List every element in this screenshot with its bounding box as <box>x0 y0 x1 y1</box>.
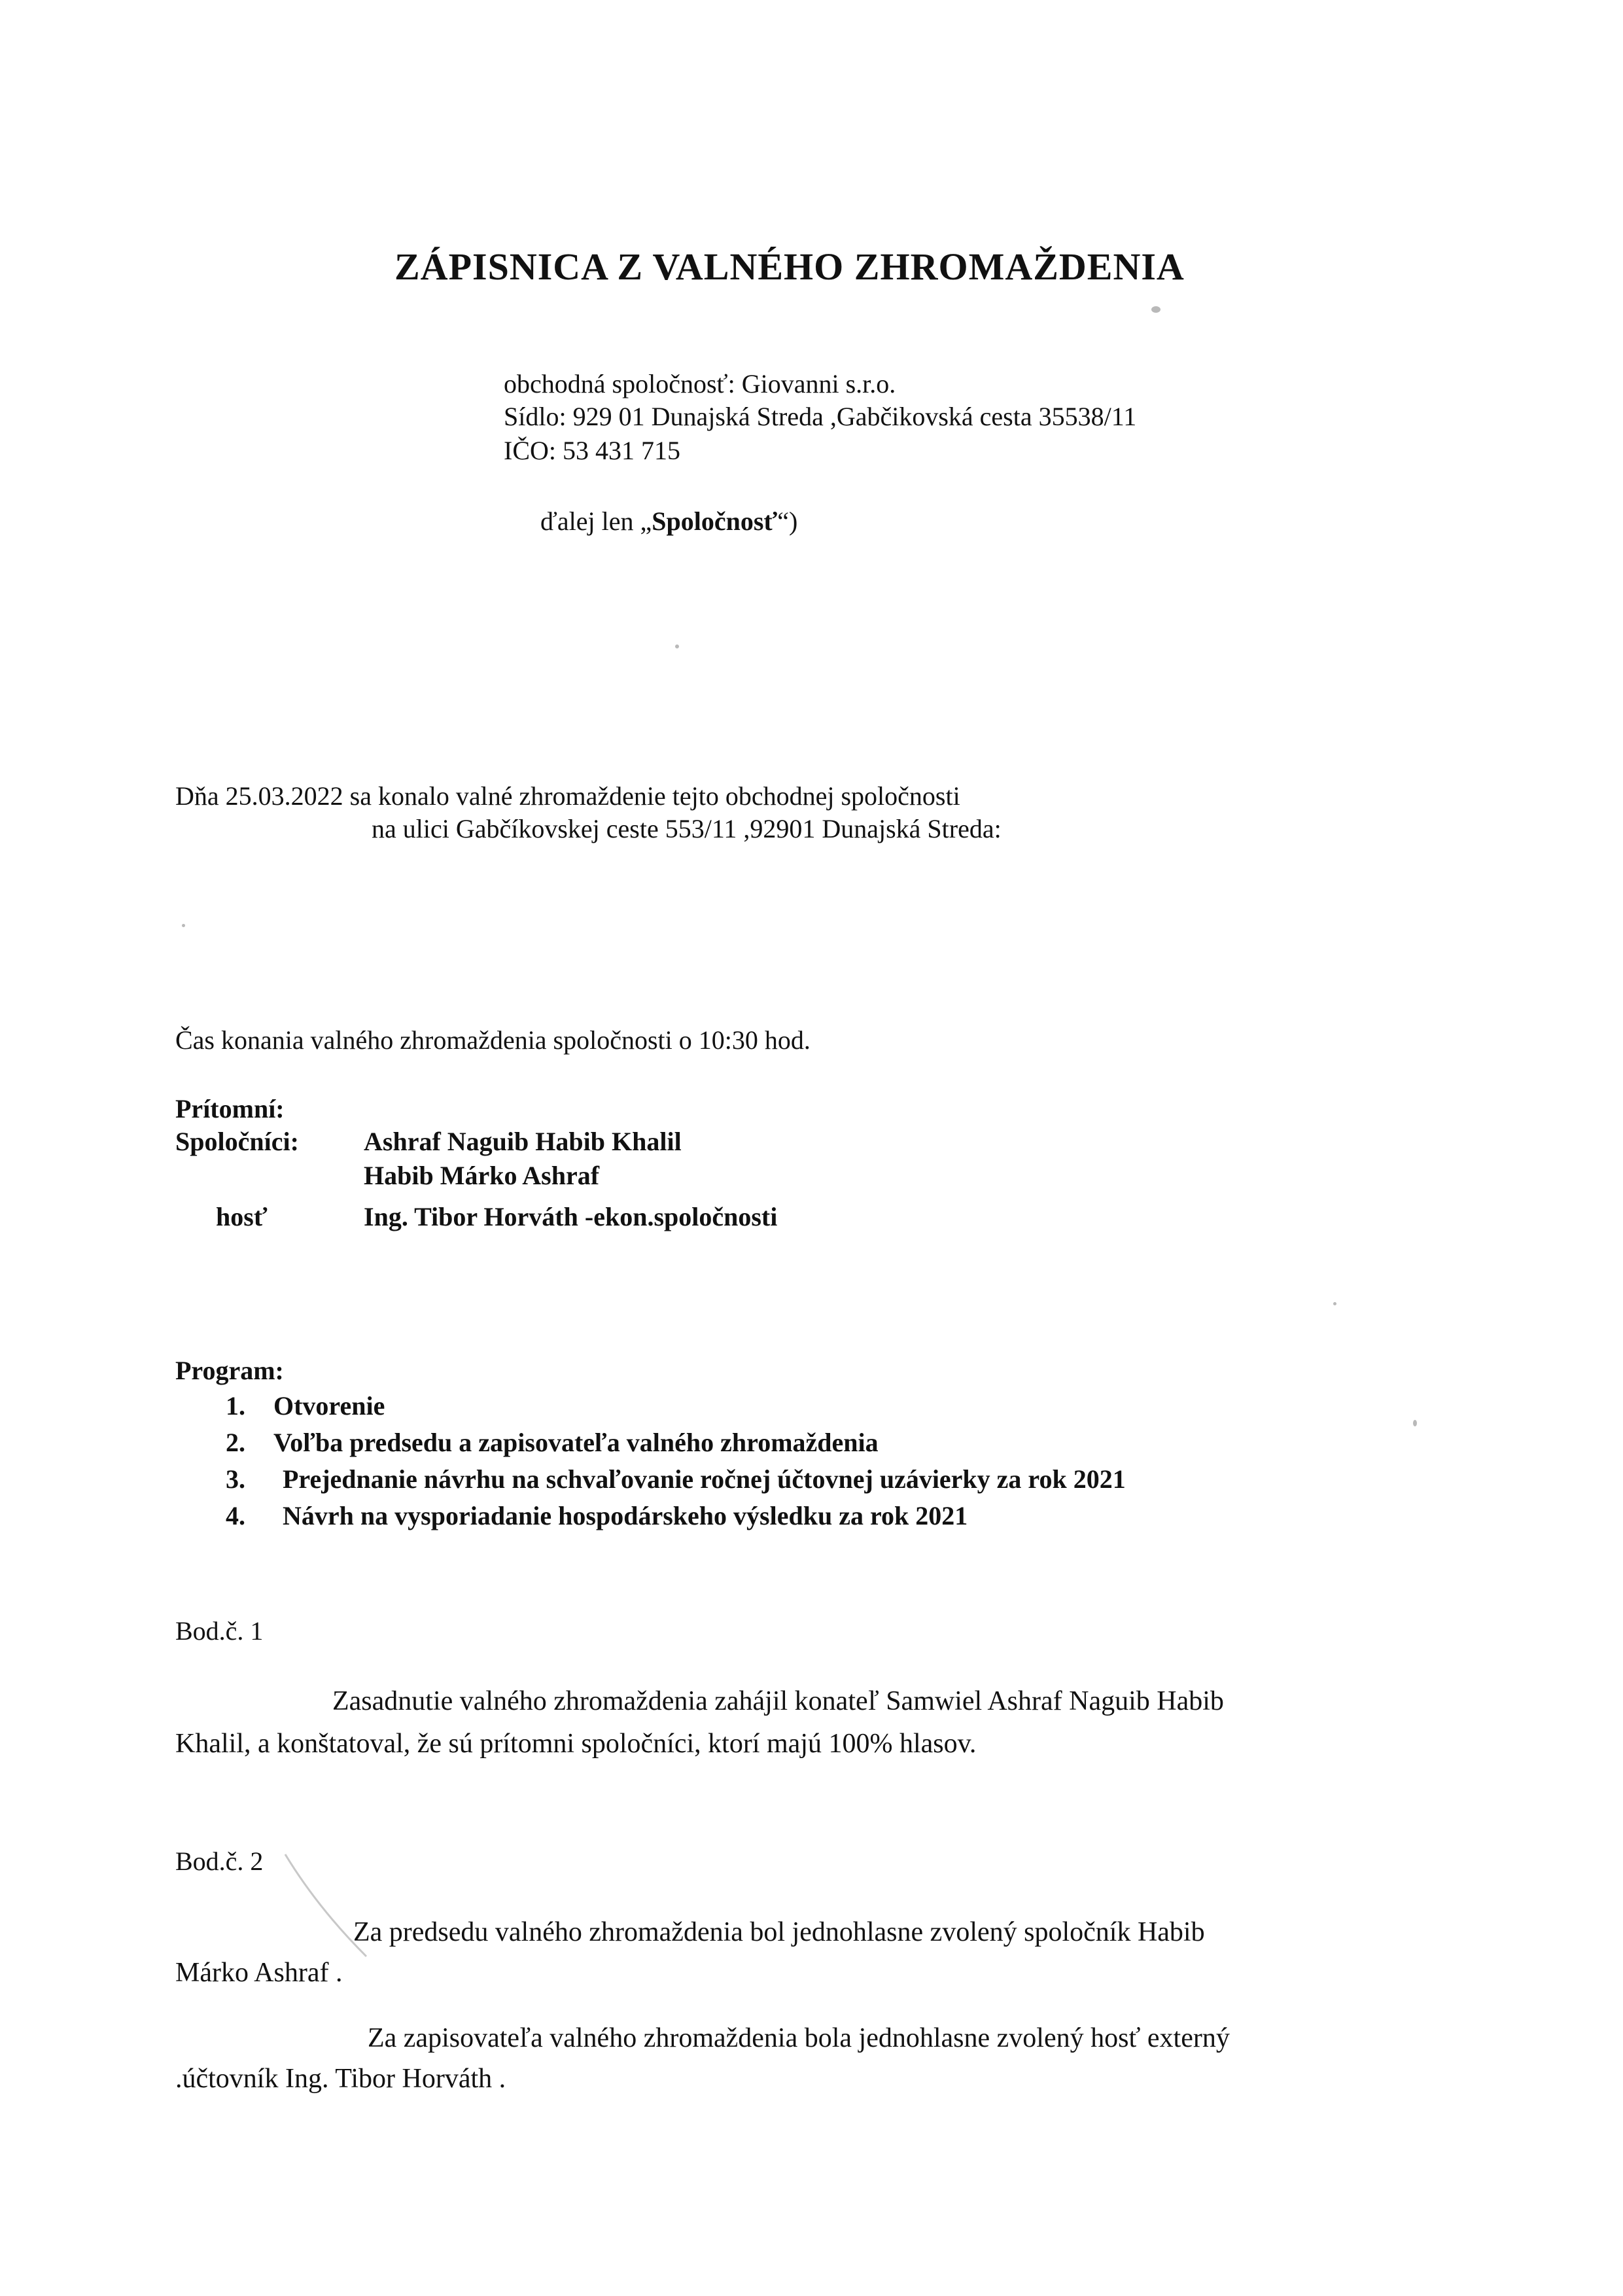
program-item-text: Voľba predsedu a zapisovateľa valného zhromaždenia <box>273 1428 879 1457</box>
program-item-number: 4. <box>226 1501 245 1530</box>
program-item-text: Návrh na vysporiadanie hospodárskeho výsledku za rok 2021 <box>283 1501 968 1530</box>
point-1-text-line: Khalil, a konštatoval, že sú prítomni spoločníci, ktorí majú 100% hlasov. <box>175 1729 977 1759</box>
scan-speck <box>675 645 679 648</box>
scan-speck <box>182 924 185 927</box>
point-2-label: Bod.č. 2 <box>175 1846 264 1876</box>
scan-speck <box>1333 1302 1336 1305</box>
guest-name: Ing. Tibor Horváth -ekon.spoločnosti <box>364 1202 778 1231</box>
point-2-text-line: Za predsedu valného zhromaždenia bol jednohlasne zvolený spoločník Habib <box>353 1917 1205 1947</box>
document-title: ZÁPISNICA Z VALNÉHO ZHROMAŽDENIA <box>394 245 1185 288</box>
company-alias-line <box>540 505 797 538</box>
alias-prefix: ďalej len „ <box>540 506 652 536</box>
point-2-text-line: Márko Ashraf . <box>175 1958 343 1988</box>
partner-1: Ashraf Naguib Habib Khalil <box>364 1127 682 1156</box>
company-seat-line: Sídlo: 929 01 Dunajská Streda ,Gabčikovská cesta 35538/11 <box>504 402 1137 431</box>
program-item-number: 3. <box>226 1464 245 1494</box>
program-heading: Program: <box>175 1356 284 1385</box>
alias-name: Spoločnosť <box>652 506 778 536</box>
alias-suffix: “) <box>777 506 798 536</box>
partners-label: Spoločníci: <box>175 1127 299 1156</box>
program-item-number: 2. <box>226 1428 245 1457</box>
point-2-text-line: .účtovník Ing. Tibor Horváth . <box>175 2064 506 2094</box>
point-1-label: Bod.č. 1 <box>175 1616 264 1646</box>
point-1-text-line: Zasadnutie valného zhromaždenia zahájil konateľ Samwiel Ashraf Naguib Habib <box>332 1686 1224 1716</box>
program-item-text: Otvorenie <box>273 1391 385 1421</box>
partner-2: Habib Márko Ashraf <box>364 1161 600 1190</box>
meeting-time-line: Čas konania valného zhromaždenia spoločnosti o 10:30 hod. <box>175 1025 811 1055</box>
meeting-place-line: na ulici Gabčíkovskej ceste 553/11 ,92901 Dunajská Streda: <box>372 814 1002 843</box>
meeting-date-line: Dňa 25.03.2022 sa konalo valné zhromaždenie tejto obchodnej spoločnosti <box>175 781 960 811</box>
point-2-text-line: Za zapisovateľa valného zhromaždenia bola jednohlasne zvolený hosť externý <box>368 2023 1230 2053</box>
company-ico-line: IČO: 53 431 715 <box>504 436 680 465</box>
guest-label: hosť <box>216 1202 268 1231</box>
attendance-heading: Prítomní: <box>175 1094 285 1123</box>
scan-speck <box>1151 306 1161 313</box>
company-name-line: obchodná spoločnosť: Giovanni s.r.o. <box>504 369 896 398</box>
program-item-number: 1. <box>226 1391 245 1421</box>
program-item-text: Prejednanie návrhu na schvaľovanie ročnej účtovnej uzávierky za rok 2021 <box>283 1464 1126 1494</box>
scan-speck <box>1413 1420 1417 1426</box>
